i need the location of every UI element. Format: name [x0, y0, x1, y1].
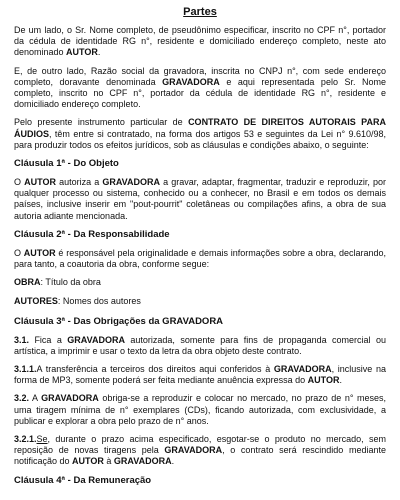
section-title-partes: Partes [183, 6, 217, 18]
autor-term: AUTOR [72, 456, 104, 467]
clause-3-title: Cláusula 3ª - Das Obrigações da GRAVADORA [14, 315, 224, 327]
party-autor-text: De um lado, o Sr. Nome completo, de pseudônimo especificar, inscrito no CPF n°, portador da cédula de identidade RG n°, residente e domiciliado endereço completo, neste ato denominado [14, 25, 386, 58]
gravadora-term: GRAVADORA [67, 334, 125, 345]
clause-3-2-1-text: , durante o prazo acima especificado, esgotar-se o produto no mercado, sem reposição de novas tiragens pela [14, 434, 386, 456]
item-number: 3.1. [14, 334, 30, 345]
clause-1-pre: O [14, 177, 25, 188]
clause-3-1-paragraph [14, 335, 386, 357]
autores-value: : Nomes dos autores [57, 296, 141, 307]
item-number: 3.2. [14, 393, 30, 404]
clause-3-1-1-paragraph [14, 364, 386, 386]
autor-term: AUTOR [24, 177, 56, 188]
contract-intro-text: Pelo presente instrumento particular de [14, 117, 189, 128]
clause-1-text: a gravar, adaptar, fragmentar, traduzir e reproduzir, por qualquer processo ou sistema, conhecido ou a conhecer, no Brasil e em todos os demais países, inclusive inserir em "pout-pourrit" coletâneas ou compilações afins, a obra de sua autoria adiante mencionada. [14, 177, 386, 221]
clause-2-title: Cláusula 2ª - Da Responsabilidade [14, 228, 170, 240]
party-autor-end: . [97, 47, 101, 58]
clause-3-1-text: autorizada, somente para fins de propaganda comercial ou artística, a imprimir e usar o texto da letra da obra objeto deste contrato. [14, 334, 386, 356]
clause-1-title: Cláusula 1ª - Do Objeto [14, 158, 119, 170]
clause-3-2-1-text-b: , o contrato será rescindido mediante notificação do [14, 445, 386, 467]
clause-4-title: Cláusula 4ª - Da Remuneração [14, 474, 152, 486]
gravadora-term: GRAVADORA [41, 393, 99, 404]
autor-term: AUTOR [23, 247, 56, 258]
autores-field [14, 296, 386, 307]
gravadora-term: GRAVADORA [113, 456, 172, 467]
party-autor-paragraph [14, 25, 386, 59]
party-gravadora-text: E, de outro lado, Razão social da gravadora, inscrita no CNPJ n°, com sede endereço completo, doravante denominada [14, 65, 386, 87]
gravadora-term: GRAVADORA [273, 364, 332, 375]
clause-3-2-1-text-c: à [103, 456, 114, 467]
item-number: 3.2.1. [14, 434, 37, 445]
clause-3-2-1-paragraph [14, 434, 386, 468]
party-gravadora-paragraph [14, 66, 386, 111]
clause-1-paragraph [14, 177, 386, 222]
clause-3-1-1-pre: A transferência a terceiros dos direitos aqui conferidos à [36, 364, 274, 375]
clause-2-text: é responsável pela originalidade e demais informações sobre a obra, declarando, para tanto, a coautoria da obra, conforme segue: [14, 247, 386, 270]
clause-3-1-pre: Fica a [29, 334, 68, 345]
obra-value: : Título da obra [40, 277, 101, 288]
clause-3-1-1-text: , inclusive na forma de MP3, somente poderá ser feita mediante anuência expressa do [14, 364, 386, 386]
gravadora-term: GRAVADORA [162, 76, 220, 87]
contract-intro-paragraph [14, 117, 386, 151]
clause-2-paragraph [14, 248, 386, 270]
autor-term: AUTOR [307, 375, 340, 386]
clause-3-2-1-end: . [171, 456, 175, 467]
clause-1-mid: autoriza a [55, 177, 103, 188]
obra-label: OBRA [14, 277, 41, 288]
obra-field [14, 277, 386, 288]
party-gravadora-text-end: e aqui representada pelo Sr. Nome completo, inscrito no CPF n°, portador da cédula de identidade RG n°, residente e domiciliado endereço completo. [14, 76, 386, 110]
autores-label: AUTORES [14, 296, 58, 307]
clause-3-1-1-end: . [339, 375, 343, 386]
gravadora-term: GRAVADORA [102, 177, 160, 188]
contract-name: CONTRATO DE DIREITOS AUTORAIS PARA ÁUDIOS [14, 117, 386, 139]
clause-2-pre: O [14, 247, 24, 258]
clause-3-2-pre: A [29, 393, 42, 404]
contract-intro-text-end: , têm entre si contratado, na forma dos artigos 53 e seguintes da Lei n° 9.610/98, para produzir todos os efeitos jurídicos, sob as cláusulas e condições abaixo, o seguinte: [14, 128, 386, 150]
item-number: 3.1.1. [14, 364, 37, 375]
gravadora-term: GRAVADORA [164, 445, 223, 456]
clause-3-2-paragraph [14, 393, 386, 427]
autor-term: AUTOR [66, 47, 98, 58]
clause-3-2-1-se: Se [36, 434, 48, 445]
clause-3-2-text: obriga-se a reproduzir e colocar no mercado, no prazo de n° meses, uma tiragem mínima de n° exemplares (CDs), ficando autorizada, com exclusividade, a publicar e explorar a obra pelo prazo de n° anos. [14, 393, 386, 426]
